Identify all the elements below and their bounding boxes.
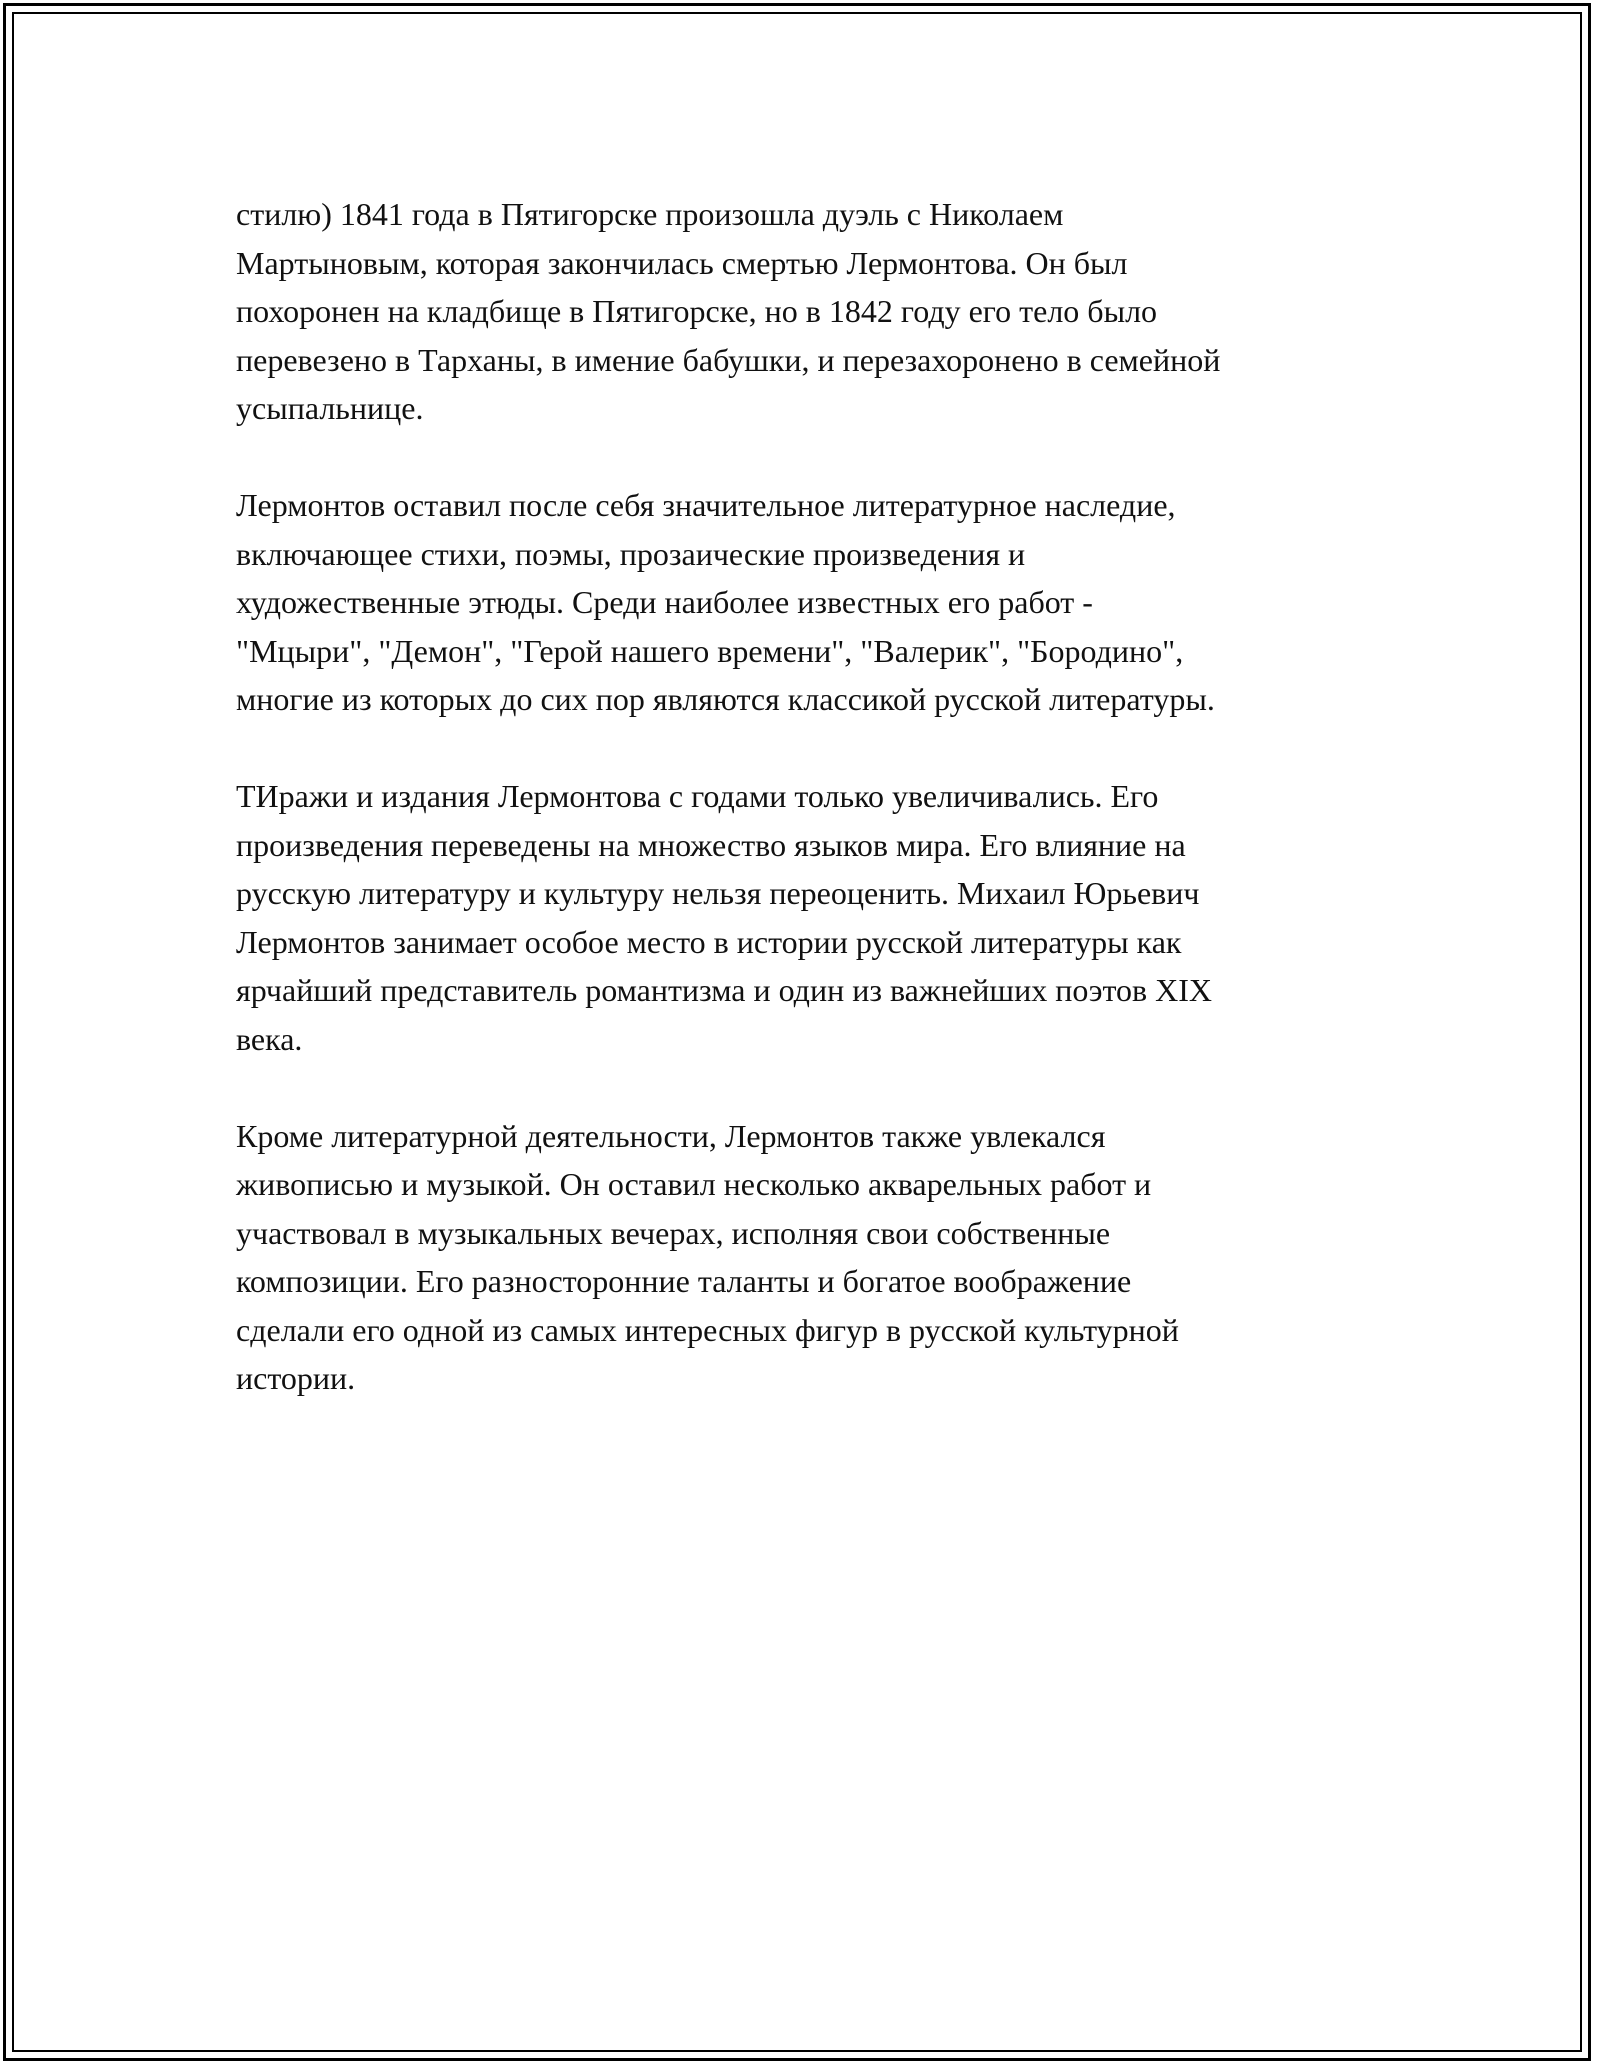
text-line: композиции. Его разносторонние таланты и богатое воображение [236,1263,1132,1299]
text-line: ТИражи и издания Лермонтова с годами только увеличивались. Его [236,778,1159,814]
text-line: века. [236,1020,303,1057]
paragraph-spacer [236,433,1396,482]
paragraph-1 [236,190,1396,433]
text-line: ярчайший представитель романтизма и один из важнейших поэтов XIX [236,972,1212,1008]
text-line: усыпальнице. [236,390,424,426]
text-line: художественные этюды. Среди наиболее известных его работ - [236,584,1093,620]
paragraph-3 [236,772,1396,1063]
text-line: похоронен на кладбище в Пятигорске, но в 1842 году его тело было [236,293,1158,329]
text-line: истории. [236,1360,356,1396]
paragraph-spacer [236,724,1396,773]
text-line: Мартыновым, которая закончилась смертью Лермонтова. Он был [236,244,1128,281]
text-line: перевезено в Тарханы, в имение бабушки, и перезахоронено в семейной [236,341,1221,378]
text-line: русскую литературу и культуру нельзя переоценить. Михаил Юрьевич [236,875,1200,911]
text-line: "Мцыри", "Демон", "Герой нашего времени", "Валерик", "Бородино", [236,632,1184,669]
paragraph-spacer [236,1063,1396,1112]
text-line: Кроме литературной деятельности, Лермонтов также увлекался [236,1117,1106,1154]
text-line: включающее стихи, поэмы, прозаические произведения и [236,535,1026,572]
paragraph-2 [236,481,1396,724]
text-line: Лермонтов оставил после себя значительное литературное наследие, [236,487,1176,523]
text-line: произведения переведены на множество языков мира. Его влияние на [236,826,1186,863]
text-line: стилю) 1841 года в Пятигорске произошла дуэль с Николаем [236,196,1064,232]
text-line: участвовал в музыкальных вечерах, исполняя свои собственные [236,1214,1111,1251]
document-body [236,190,1396,1403]
paragraph-4 [236,1112,1396,1403]
text-line: Лермонтов занимает особое место в истории русской литературы как [236,923,1182,960]
text-line: живописью и музыкой. Он оставил несколько акварельных работ и [236,1166,1152,1202]
text-line: многие из которых до сих пор являются классикой русской литературы. [236,681,1215,717]
text-line: сделали его одной из самых интересных фигур в русской культурной [236,1311,1179,1348]
